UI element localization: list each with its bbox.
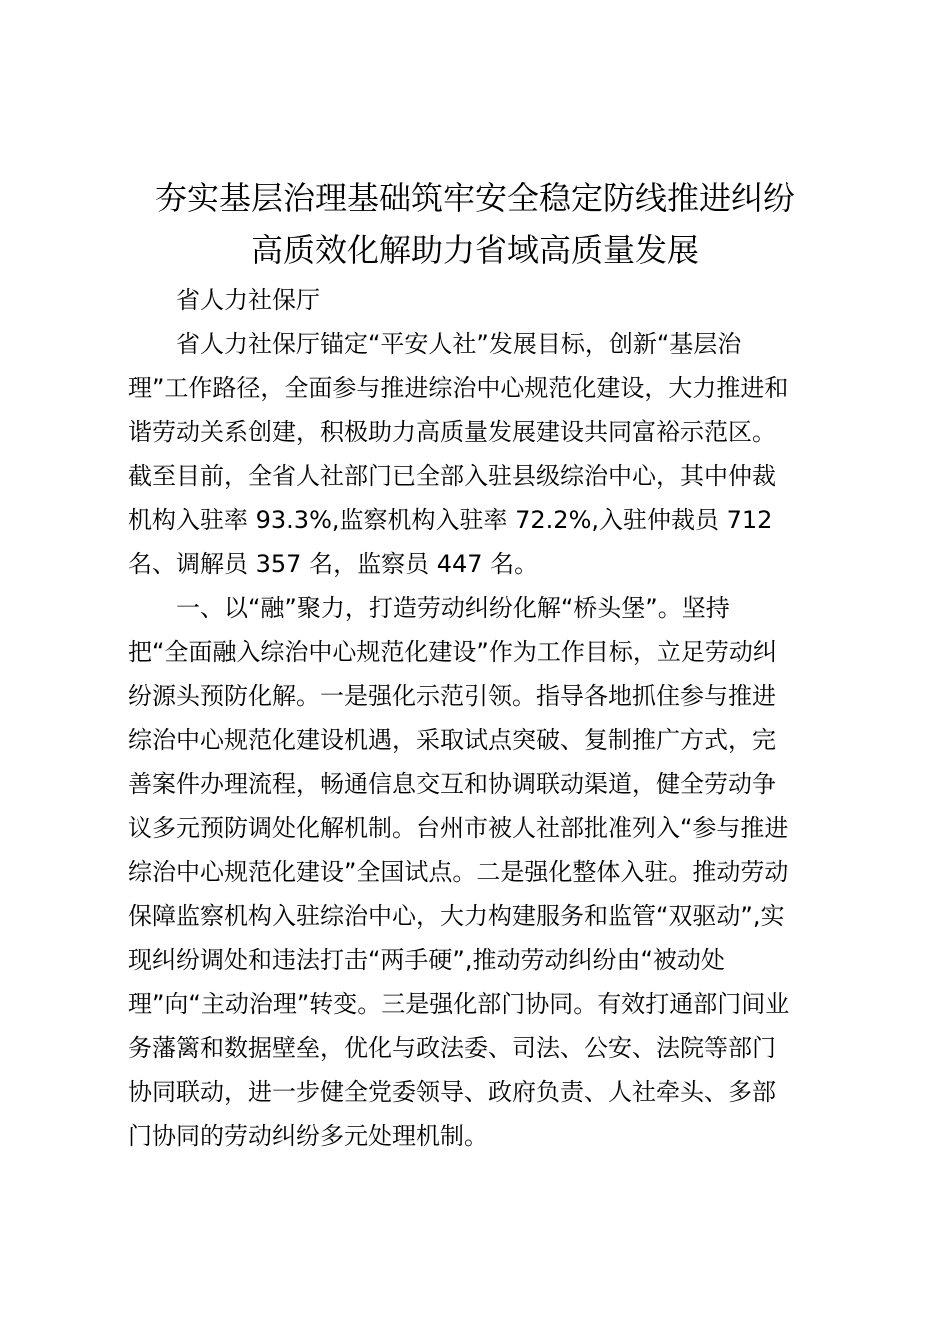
paragraph-line: 谐劳动关系创建，积极助力高质量发展建设共同富裕示范区。: [128, 418, 776, 446]
paragraph-line: 把“全面融入综治中心规范化建设”作为工作目标，立足劳动纠: [128, 638, 777, 666]
paragraph-line: 议多元预防调处化解机制。台州市被人社部批准列入“参与推进: [128, 814, 789, 842]
document-title-line-2: 高质效化解助力省域高质量发展: [250, 231, 699, 269]
paragraph-line: 理”工作路径，全面参与推进综治中心规范化建设，大力推进和: [128, 374, 789, 402]
paragraph-line: 善案件办理流程，畅通信息交互和协调联动渠道，健全劳动争: [128, 770, 776, 798]
paragraph-line: 现纠纷调处和违法打击“两手硬”,推动劳动纠纷由“被动处: [128, 946, 725, 974]
paragraph-line: 名、调解员 357 名，监察员 447 名。: [128, 550, 539, 578]
paragraph-line: 保障监察机构入驻综治中心，大力构建服务和监管“双驱动”,实: [128, 902, 785, 930]
paragraph-line: 综治中心规范化建设机遇，采取试点突破、复制推广方式，完: [128, 726, 776, 754]
paragraph-line: 务藩篱和数据壁垒，优化与政法委、司法、公安、法院等部门: [128, 1034, 776, 1062]
paragraph-line: 综治中心规范化建设”全国试点。二是强化整体入驻。推动劳动: [128, 858, 789, 886]
paragraph-line: 截至目前，全省人社部门已全部入驻县级综治中心，其中仲裁: [128, 462, 776, 490]
document-title-line-1: 夯实基层治理基础筑牢安全稳定防线推进纠纷: [154, 179, 795, 217]
paragraph-line: 一、以“融”聚力，打造劳动纠纷化解“桥头堡”。坚持: [176, 594, 730, 622]
paragraph-line: 纷源头预防化解。一是强化示范引领。指导各地抓住参与推进: [128, 682, 776, 710]
paragraph-line: 门协同的劳动纠纷多元处理机制。: [128, 1122, 488, 1150]
paragraph-line: 理”向“主动治理”转变。三是强化部门协同。有效打通部门间业: [128, 990, 790, 1018]
document-author: 省人力社保厅: [176, 286, 320, 314]
paragraph-line: 协同联动，进一步健全党委领导、政府负责、人社牵头、多部: [128, 1078, 776, 1106]
paragraph-line: 机构入驻率 93.3%,监察机构入驻率 72.2%,入驻仲裁员 712: [128, 506, 773, 534]
paragraph-line: 省人力社保厅锚定“平安人社”发展目标，创新“基层治: [176, 330, 742, 358]
